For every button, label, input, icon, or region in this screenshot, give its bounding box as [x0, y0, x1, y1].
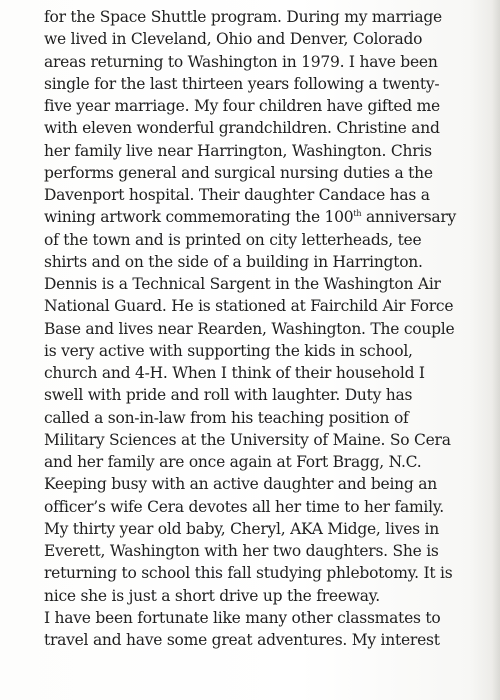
- text-line: I have been fortunate like many other classmates to: [44, 608, 441, 627]
- page-edge-shadow: [492, 0, 500, 700]
- text-line: her family live near Harrington, Washington. Chris: [44, 141, 432, 160]
- text-line: nice she is just a short drive up the freeway.: [44, 586, 380, 605]
- text-segment: anniversary: [361, 208, 457, 227]
- text-line: for the Space Shuttle program. During my marriage: [44, 8, 442, 26]
- text-line: and her family are once again at Fort Bragg, N.C.: [44, 453, 422, 471]
- text-line: of the town and is printed on city letterheads, tee: [44, 230, 422, 249]
- text-line: with eleven wonderful grandchildren. Christine and: [44, 119, 440, 138]
- text-line: Base and lives near Rearden, Washington. The couple: [44, 319, 455, 338]
- text-line: travel and have some great adventures. My interest: [44, 631, 440, 649]
- text-line: [44, 206, 494, 228]
- text-line: Everett, Washington with her two daughters. She is: [44, 542, 439, 560]
- text-line: performs general and surgical nursing duties a the: [44, 163, 433, 182]
- text-line: officer’s wife Cera devotes all her time to her family.: [44, 497, 444, 516]
- text-line: we lived in Cleveland, Ohio and Denver, Colorado: [44, 30, 423, 49]
- text-line: returning to school this fall studying phlebotomy. It is: [44, 564, 453, 583]
- text-line: shirts and on the side of a building in Harrington.: [44, 252, 423, 271]
- text-line: single for the last thirteen years following a twenty-: [44, 74, 440, 93]
- text-line: My thirty year old baby, Cheryl, AKA Midge, lives in: [44, 519, 439, 538]
- text-line: called a son-in-law from his teaching position of: [44, 408, 409, 427]
- text-line: swell with pride and roll with laughter. Duty has: [44, 386, 413, 405]
- text-line: is very active with supporting the kids in school,: [44, 341, 413, 360]
- text-line: Davenport hospital. Their daughter Candace has a: [44, 186, 430, 204]
- text-segment: wining artwork commemorating the 100: [44, 208, 354, 227]
- text-line: National Guard. He is stationed at Fairchild Air Force: [44, 297, 454, 316]
- body-text: [44, 6, 494, 651]
- text-line: Military Sciences at the University of Maine. So Cera: [44, 430, 451, 449]
- superscript-ordinal: th: [353, 209, 362, 219]
- text-line: Dennis is a Technical Sargent in the Washington Air: [44, 275, 441, 293]
- text-line: church and 4-H. When I think of their household I: [44, 364, 425, 382]
- text-line: areas returning to Washington in 1979. I have been: [44, 52, 438, 71]
- text-line: five year marriage. My four children have gifted me: [44, 97, 440, 115]
- text-line: Keeping busy with an active daughter and being an: [44, 475, 437, 494]
